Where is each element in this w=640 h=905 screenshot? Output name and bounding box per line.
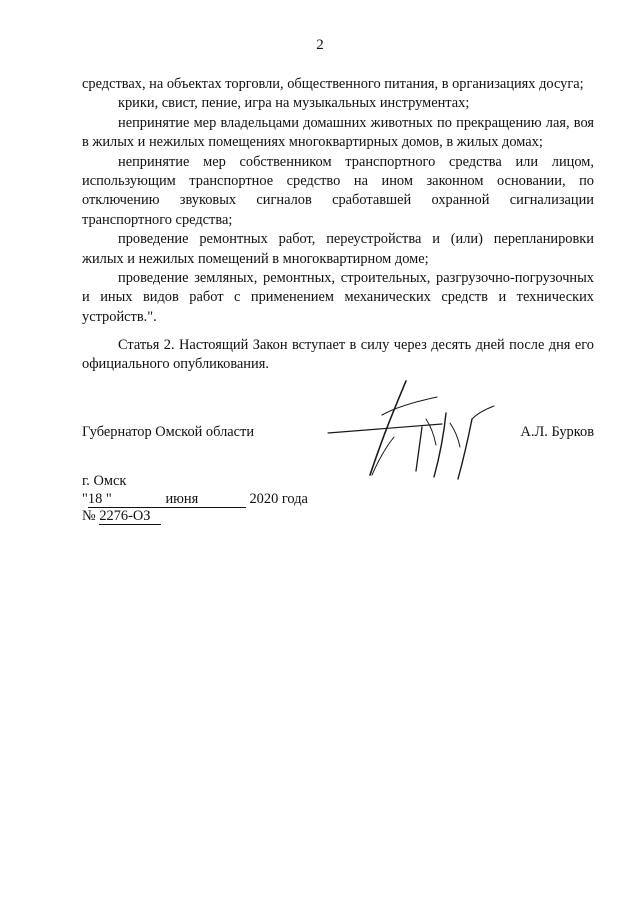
- page-number: 2: [316, 37, 324, 53]
- paragraph-earthworks: проведение земляных, ремонтных, строительных, разгрузочно-погрузочных и иных видов работ с применением механических средств и технических устройств.".: [82, 270, 594, 325]
- paragraph-shouting: крики, свист, пение, игра на музыкальных инструментах;: [118, 95, 470, 112]
- paragraph-pets: непринятие мер владельцами домашних животных по прекращению лая, воя в жилых и нежилых помещениях многоквартирных домов, в жилых домах;: [82, 114, 594, 151]
- law-text-list: [82, 75, 594, 327]
- date-day-value: 18: [87, 491, 103, 507]
- governor-title: Губернатор Омской области: [82, 424, 255, 440]
- place-of-signing: г. Омск: [82, 473, 127, 489]
- paragraph-renovation: проведение ремонтных работ, переустройства и (или) перепланировки жилых и нежилых помещений в многоквартирном доме;: [82, 231, 594, 267]
- document-number: [82, 507, 161, 525]
- document-number-value: 2276-ОЗ: [99, 509, 161, 525]
- date-close-quote: ": [105, 491, 112, 507]
- governor-name: А.Л. Бурков: [520, 424, 594, 440]
- number-sign: №: [82, 508, 96, 524]
- date-open-quote: ": [82, 491, 88, 507]
- paragraph-vehicle-alarm: непринятие мер собственником транспортного средства или лицом, использующим транспортное средство на ином законном основании, по отключению звуковых сигналов сработавшей охранной сигнализации транспортного средства;: [82, 153, 594, 228]
- date-day: [88, 492, 118, 508]
- date-year: 2020 года: [249, 491, 308, 507]
- article-2: Статья 2. Настоящий Закон вступает в силу через десять дней после дня его официального опубликования.: [82, 337, 594, 373]
- paragraph-leisure: средствах, на объектах торговли, общественного питания, в организациях досуга;: [82, 76, 584, 92]
- handwritten-signature: [322, 375, 512, 485]
- signing-date: [82, 490, 308, 508]
- date-month: июня: [118, 492, 246, 508]
